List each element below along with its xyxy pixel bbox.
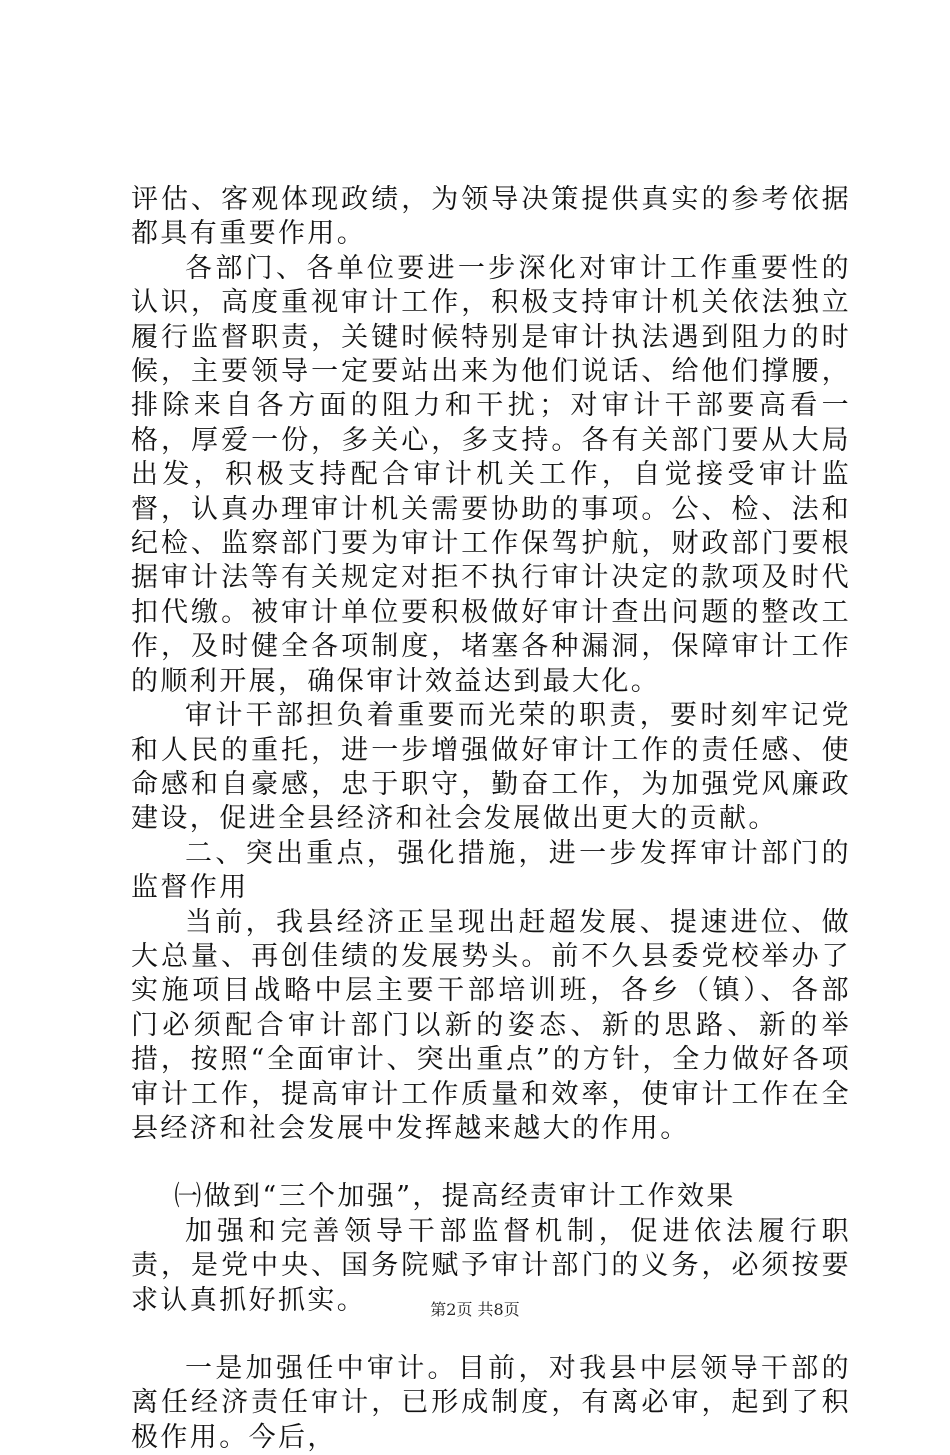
page-number-footer: 第2页 共8页 xyxy=(430,1300,520,1319)
paragraph-support-audit: 各部门、各单位要进一步深化对审计工作重要性的认识，高度重视审计工作，积极支持审计机关依法独立履行监督职责，关键时候特别是审计执法遇到阻力的时候，主要领导一定要站出来为他们说话、给他们撑腰，排除来自各方面的阻力和干扰；对审计干部要高看一格，厚爱一份，多关心，多支持。各有关部门要从大局出发，积极支持配合审计机关工作，自觉接受审计监督，认真办理审计机关需要协助的事项。公、检、法和纪检、监察部门要为审计工作保驾护航，财政部门要根据审计法等有关规定对拒不执行审计决定的款项及时代扣代缴。被审计单位要积极做好审计查出问题的整改工作，及时健全各项制度，堵塞各种漏洞，保障审计工作的顺利开展，确保审计效益达到最大化。 xyxy=(131,252,851,697)
paragraph-continuation: 评估、客观体现政绩，为领导决策提供真实的参考依据都具有重要作用。 xyxy=(131,184,851,250)
section-heading-2: 二、突出重点，强化措施，进一步发挥审计部门的监督作用 xyxy=(131,837,851,904)
paragraph-in-office-audit: 一是加强任中审计。目前，对我县中层领导干部的离任经济责任审计，已形成制度，有离必审，起到了积极作用。今后， xyxy=(131,1353,851,1453)
paragraph-audit-cadres: 审计干部担负着重要而光荣的职责，要时刻牢记党和人民的重托，进一步增强做好审计工作的责任感、使命感和自豪感，忠于职守，勤奋工作，为加强党风廉政建设，促进全县经济和社会发展做出更大的贡献。 xyxy=(131,700,851,835)
paragraph-supervision-mechanism: 加强和完善领导干部监督机制，促进依法履行职责，是党中央、国务院赋予审计部门的义务，必须按要求认真抓好抓实。 xyxy=(131,1215,851,1316)
paragraph-current-economy: 当前，我县经济正呈现出赶超发展、提速进位、做大总量、再创佳绩的发展势头。前不久县委党校举办了实施项目战略中层主要干部培训班，各乡（镇）、各部门必须配合审计部门以新的姿态、新的思路、新的举措，按照“全面审计、突出重点”的方针，全力做好各项审计工作，提高审计工作质量和效率，使审计工作在全县经济和社会发展中发挥越来越大的作用。 xyxy=(131,906,851,1144)
document-body xyxy=(131,183,851,1455)
subheading-three-strengthen: ㈠做到“三个加强”，提高经责审计工作效果 xyxy=(174,1181,736,1213)
